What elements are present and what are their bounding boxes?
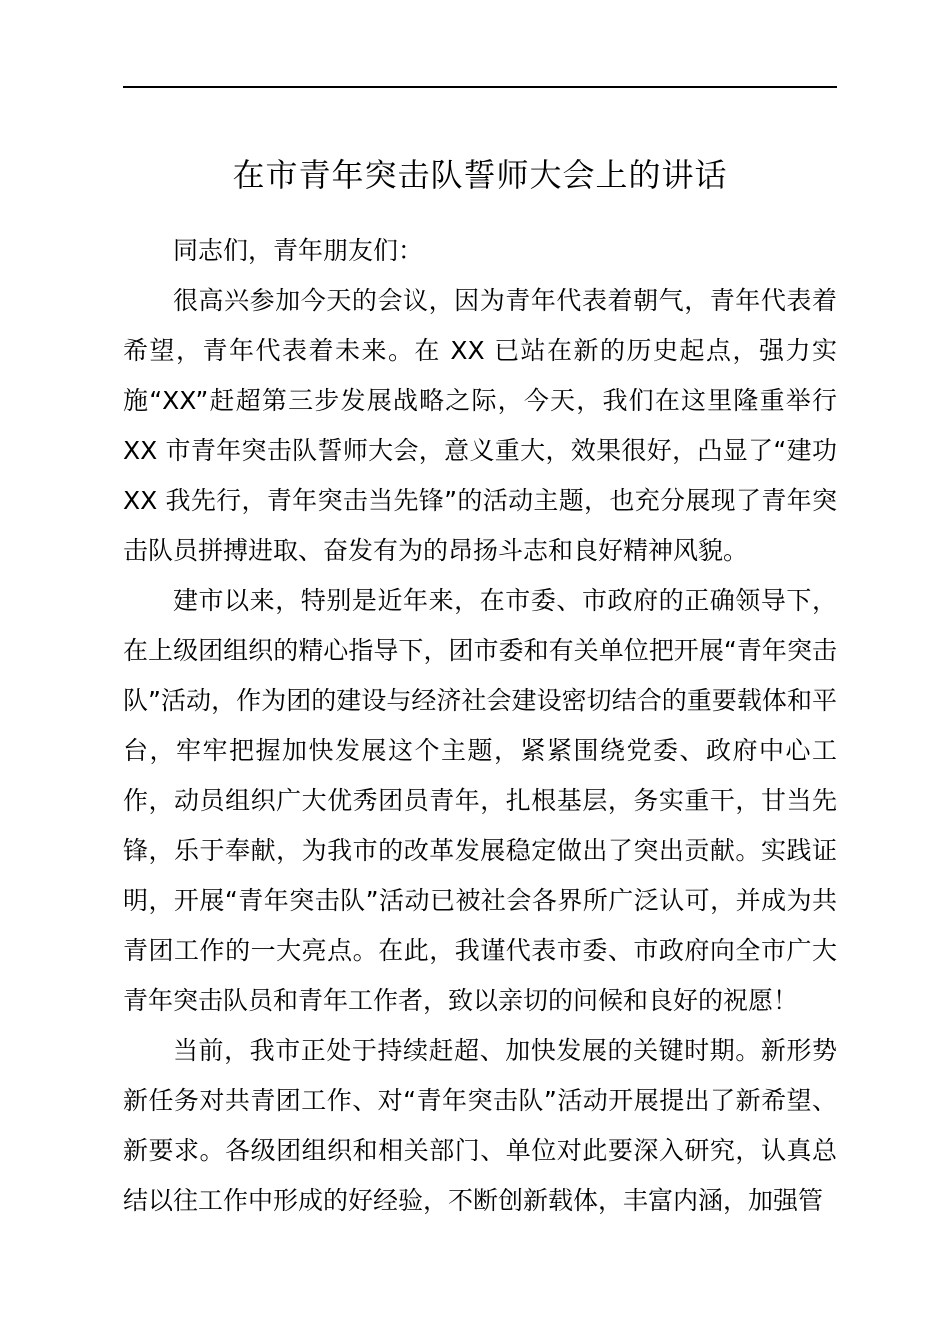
- paragraph-3: 当前，我市正处于持续赶超、加快发展的关键时期。新形势新任务对共青团工作、对“青年突击队”活动开展提出了新希望、新要求。各级团组织和相关部门、单位对此要深入研究，认真总结以往工作中形成的好经验，不断创新载体，丰富内涵，加强管: [123, 1036, 837, 1215]
- document-body: [123, 226, 837, 1226]
- salutation: 同志们，青年朋友们：: [173, 236, 424, 265]
- paragraph-1: 很高兴参加今天的会议，因为青年代表着朝气，青年代表着希望，青年代表着未来。在 XX 已站在新的历史起点，强力实施“XX”赶超第三步发展战略之际，今天，我们在这里隆重举行 XX 市青年突击队誓师大会，意义重大，效果很好，凸显了“建功 XX 我先行，青年突击当先锋”的活动主题，也充分展现了青年突击队员拼搏进取、奋发有为的昂扬斗志和良好精神风貌。: [123, 286, 837, 565]
- header-rule: [123, 86, 837, 88]
- document-title: 在市青年突击队誓师大会上的讲话: [232, 156, 728, 194]
- paragraph-2: 建市以来，特别是近年来，在市委、市政府的正确领导下，在上级团组织的精心指导下，团市委和有关单位把开展“青年突击队”活动，作为团的建设与经济社会建设密切结合的重要载体和平台，牢牢把握加快发展这个主题，紧紧围绕党委、政府中心工作，动员组织广大优秀团员青年，扎根基层，务实重干，甘当先锋，乐于奉献，为我市的改革发展稳定做出了突出贡献。实践证明，开展“青年突击队”活动已被社会各界所广泛认可，并成为共青团工作的一大亮点。在此，我谨代表市委、市政府向全市广大青年突击队员和青年工作者，致以亲切的问候和良好的祝愿！: [123, 586, 837, 1015]
